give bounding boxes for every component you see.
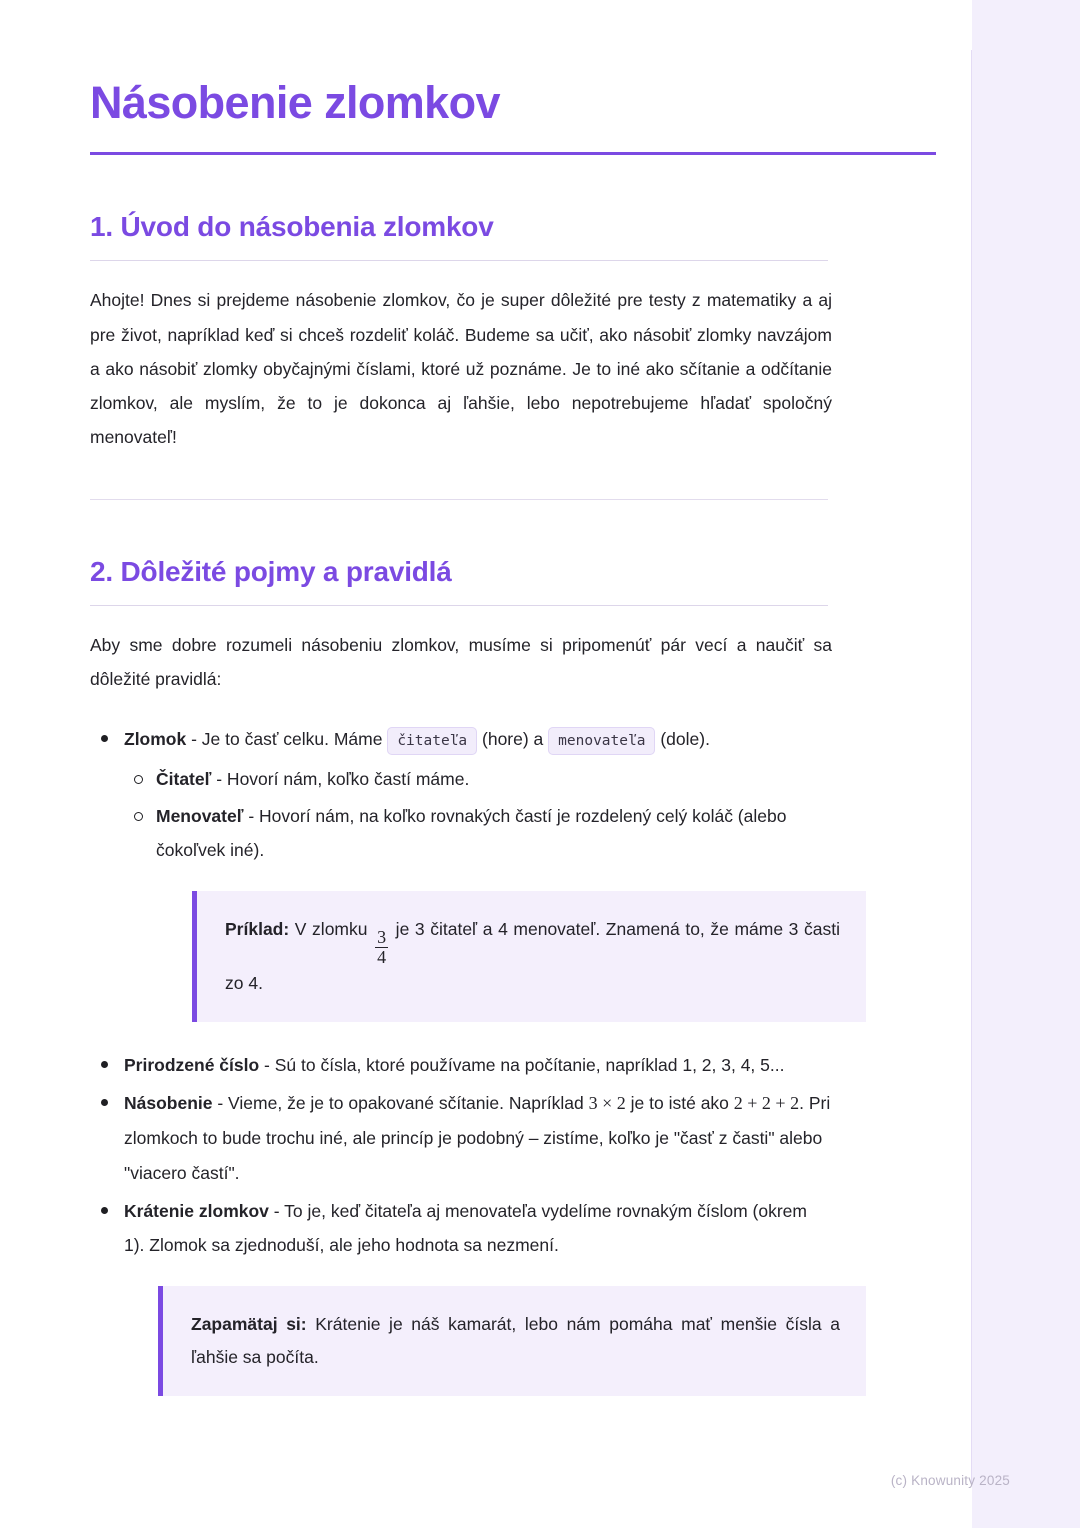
term-text-citatel: - Hovorí nám, koľko častí máme. — [211, 769, 470, 790]
list-item-citatel — [124, 762, 832, 796]
term-label-menovatel: Menovateľ — [156, 805, 244, 826]
term-label-nasobenie: Násobenie — [124, 1093, 213, 1114]
list-item-nasobenie — [90, 1086, 832, 1189]
callout-priklad — [192, 891, 866, 1023]
page-side-strip — [972, 0, 1080, 1528]
section-paragraph-2: Aby sme dobre rozumeli násobeniu zlomkov, musíme si pripomenúť pár vecí a naučiť sa dôležité pravidlá: — [90, 635, 832, 690]
sub-terms-list — [124, 762, 832, 866]
section-divider — [90, 499, 828, 500]
callout-label-zapamataj: Zapamätaj si: — [191, 1313, 307, 1334]
term-label-kratenie: Krátenie zlomkov — [124, 1200, 269, 1221]
list-item-kratenie — [90, 1194, 840, 1397]
title-divider — [90, 152, 936, 155]
document-content — [90, 77, 840, 1400]
term-text-menovatel: - Hovorí nám, na koľko rovnakých častí je rozdelený celý koláč (alebo čokoľvek iné). — [156, 805, 787, 860]
callout-text-before: V zlomku — [289, 918, 374, 939]
term-label-zlomok: Zlomok — [124, 729, 187, 750]
term-text-zlomok-middle: (hore) a — [477, 729, 549, 750]
term-text-prirodzene-cislo: - Sú to čísla, ktoré používame na počítanie, napríklad 1, 2, 3, 4, 5... — [259, 1055, 785, 1076]
math-expression-1: 3 × 2 — [588, 1093, 626, 1114]
list-item-prirodzene-cislo — [90, 1048, 832, 1082]
section-heading-1: 1. Úvod do násobenia zlomkov — [90, 211, 494, 243]
callout-text-after: je 3 čitateľ a 4 menovateľ. Znamená to, že máme 3 časti zo 4. — [225, 918, 840, 994]
fraction-numerator: 3 — [377, 926, 387, 947]
term-text-nasobenie-2: je to isté ako — [625, 1093, 734, 1114]
fraction-three-quarters — [375, 928, 388, 967]
section-paragraph-1: Ahojte! Dnes si prejdeme násobenie zlomkov, čo je super dôležité pre testy z matematiky a aj pre život, napríklad keď si chceš rozdeliť koláč. Budeme sa učiť, ako násobiť zlomky navzájom a ako násobiť zlomky obyčajnými číslami, ktoré už poznáme. Je to iné ako sčítanie a odčítanie zlomkov, ale myslím, že to je dokonca aj ľahšie, lebo nepotrebujeme hľadať spoločný menovateľ! — [90, 290, 832, 447]
callout-label-priklad: Príklad: — [225, 918, 290, 939]
section-heading-divider-1 — [90, 260, 828, 261]
callout-text-zapamataj: Krátenie je náš kamarát, lebo nám pomáha mať menšie čísla a ľahšie sa počíta. — [191, 1313, 840, 1368]
code-citatela: čitateľa — [387, 727, 477, 755]
term-text-zlomok-after: (dole). — [655, 729, 710, 750]
term-label-prirodzene-cislo: Prirodzené číslo — [124, 1055, 260, 1076]
list-item-menovatel — [124, 799, 832, 867]
code-menovatela: menovateľa — [548, 727, 655, 755]
term-text-nasobenie-1: - Vieme, že je to opakované sčítanie. Napríklad — [212, 1093, 589, 1114]
callout-zapamataj-si — [158, 1286, 866, 1397]
term-text-zlomok-before: - Je to časť celku. Máme — [186, 729, 388, 750]
terms-list — [90, 722, 840, 1396]
math-expression-2: 2 + 2 + 2 — [733, 1093, 800, 1114]
page-title: Násobenie zlomkov — [90, 77, 500, 128]
list-item-zlomok — [90, 722, 840, 1022]
term-label-citatel: Čitateľ — [156, 769, 212, 790]
section-heading-divider-2 — [90, 605, 828, 606]
term-text-kratenie: - To je, keď čitateľa aj menovateľa vydelíme rovnakým číslom (okrem 1). Zlomok sa zjednoduší, ale jeho hodnota sa nezmení. — [124, 1200, 807, 1255]
watermark: (c) Knowunity 2025 — [890, 1473, 1010, 1488]
term-text-nasobenie-3: . Pri zlomkoch to bude trochu iné, ale princíp je podobný – zistíme, koľko je "časť z časti" alebo "viacero častí". — [124, 1093, 831, 1183]
fraction-denominator: 4 — [377, 946, 387, 967]
section-heading-2: 2. Dôležité pojmy a pravidlá — [90, 556, 452, 588]
page-side-divider — [971, 50, 972, 1484]
